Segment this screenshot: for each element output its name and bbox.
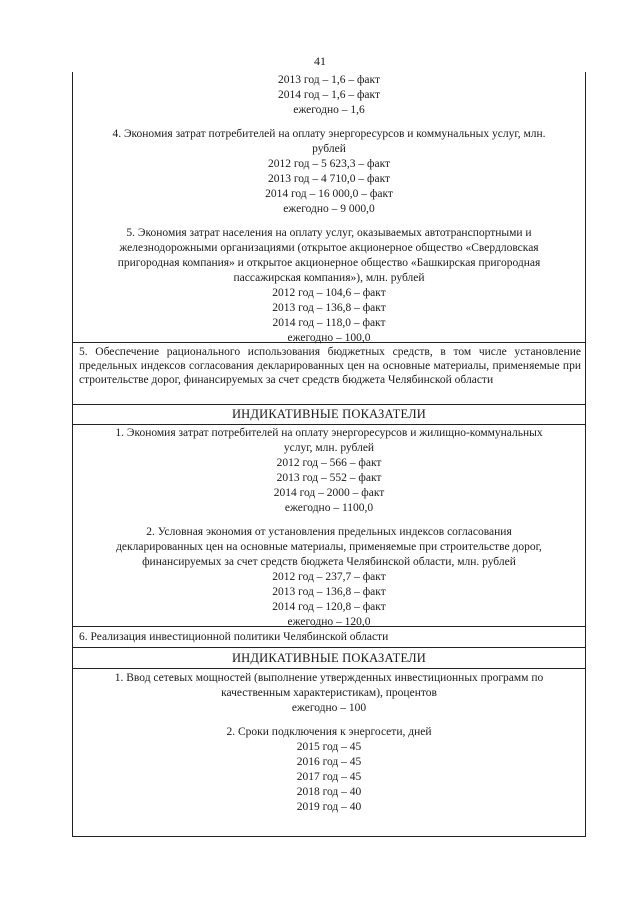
- section-5-heading: 5. Обеспечение рационального использования бюджетных средств, в том числе установление предельных индексов согласования декларированных цен на основные материалы, применяемые при строительстве дорог, финансируемых за счет средств бюджета Челябинской области: [73, 343, 585, 405]
- value-line: 2012 год – 237,7 – факт: [272, 571, 386, 583]
- section-6-item-1-title: 1. Ввод сетевых мощностей (выполнение утвержденных инвестиционных программ по качественным характеристикам), процентов: [114, 672, 544, 699]
- section-6-heading: 6. Реализация инвестиционной политики Челябинской области: [73, 627, 585, 648]
- page-number: 41: [314, 54, 326, 68]
- value-line: 2014 год – 1,6 – факт: [278, 89, 380, 101]
- value-line: 2013 год – 136,8 – факт: [272, 586, 386, 598]
- section-5-item-2-title: 2. Условная экономия от установления предельных индексов согласования декларированных цен на основные материалы, применяемые при строительстве дорог, финансируемых за счет средств бюджета Челябинской области, млн. рублей: [116, 526, 542, 568]
- value-line: ежегодно – 100,0: [287, 332, 371, 344]
- value-line: 2016 год – 45: [296, 756, 362, 768]
- value-line: ежегодно – 100: [291, 702, 367, 714]
- value-line: 2013 год – 136,8 – факт: [272, 302, 386, 314]
- value-line: 2012 год – 566 – факт: [276, 457, 382, 469]
- value-line: ежегодно – 9 000,0: [283, 203, 375, 215]
- section-5-indicators-cell: [73, 425, 585, 627]
- value-line: 2014 год – 120,8 – факт: [272, 601, 386, 613]
- value-line: ежегодно – 120,0: [287, 616, 371, 628]
- continued-indicators-cell: [73, 72, 585, 343]
- section-6-indicators-cell: [73, 669, 585, 837]
- value-line: 2014 год – 118,0 – факт: [272, 317, 386, 329]
- value-line: 2013 год – 552 – факт: [276, 472, 382, 484]
- section-6-item-2-title: 2. Сроки подключения к энергосети, дней: [226, 726, 432, 738]
- indicators-table: [72, 72, 586, 837]
- value-line: 2014 год – 16 000,0 – факт: [265, 188, 393, 200]
- section-5-indicators-label: ИНДИКАТИВНЫЕ ПОКАЗАТЕЛИ: [73, 405, 585, 425]
- value-line: 2015 год – 45: [296, 741, 362, 753]
- section-6-indicators-label: ИНДИКАТИВНЫЕ ПОКАЗАТЕЛИ: [73, 648, 585, 669]
- value-line: 2012 год – 5 623,3 – факт: [267, 158, 391, 170]
- indicator-item-4-title: 4. Экономия затрат потребителей на оплату энергоресурсов и коммунальных услуг, млн. рублей: [112, 128, 546, 155]
- value-line: 2017 год – 45: [296, 771, 362, 783]
- value-line: 2014 год – 2000 – факт: [273, 487, 385, 499]
- value-line: ежегодно – 1,6: [293, 104, 365, 116]
- value-line: 2019 год – 40: [296, 801, 362, 813]
- value-line: ежегодно – 1100,0: [284, 502, 374, 514]
- indicator-item-5-title: 5. Экономия затрат населения на оплату услуг, оказываемых автотранспортными и железнодорожными организациями (открытое акционерное общество «Свердловская пригородная компания» и открытое акционерное общество «Башкирская пригородная пассажирская компания»), млн. рублей: [117, 227, 541, 284]
- value-line: 2012 год – 104,6 – факт: [272, 287, 386, 299]
- section-5-item-1-title: 1. Экономия затрат потребителей на оплату энергоресурсов и жилищно-коммунальных услуг, млн. рублей: [115, 427, 543, 454]
- value-line: 2013 год – 4 710,0 – факт: [267, 173, 391, 185]
- value-line: 2018 год – 40: [296, 786, 362, 798]
- value-line: 2013 год – 1,6 – факт: [278, 74, 380, 86]
